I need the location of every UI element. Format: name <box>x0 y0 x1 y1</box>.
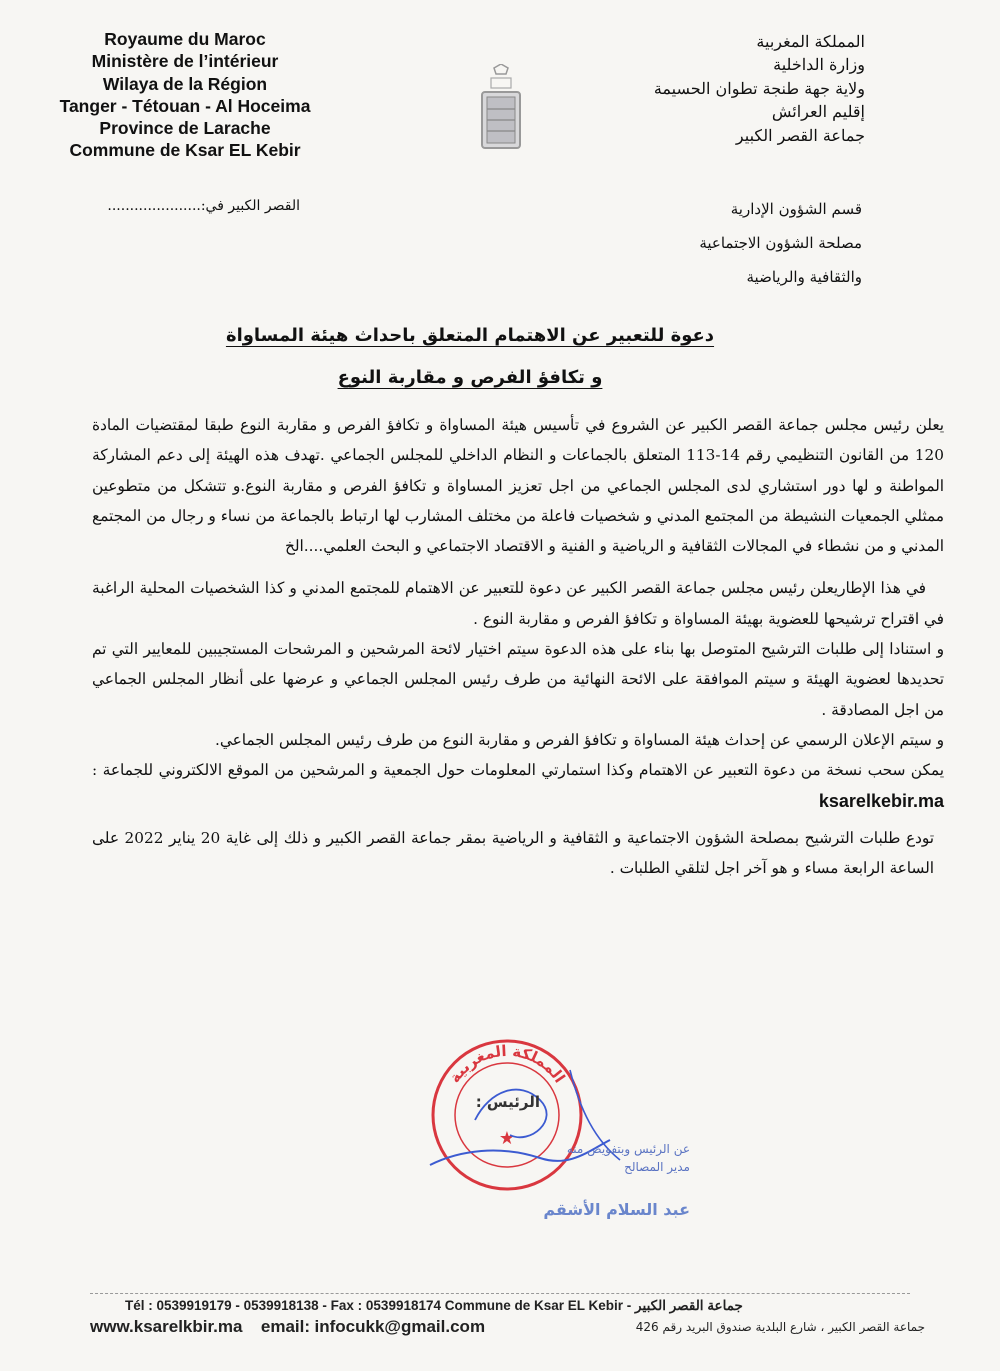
website-link[interactable]: ksarelkebir.ma <box>818 790 944 811</box>
department-line: والثقافية والرياضية <box>746 268 862 286</box>
footer-contact-line: Tél : 0539919179 - 0539918138 - Fax : 0539918174 Commune de Ksar EL Kebir - جماعة القصر الكبير <box>125 1298 743 1313</box>
header-ar-line: جماعة القصر الكبير <box>735 125 865 145</box>
header-ar-line: وزارة الداخلية <box>773 55 865 75</box>
department-block <box>632 192 862 294</box>
title-text: دعوة للتعبير عن الاهتمام المتعلق باحداث هيئة المساواة <box>225 325 715 346</box>
body-text: يمكن سحب نسخة من دعوة التعبير عن الاهتمام وكذا استمارتي المعلومات حول الجمعية و المرشحين من الموقع الالكتروني للجماعة : <box>92 761 944 780</box>
header-fr-line: Tanger - Tétouan - Al Hoceima <box>59 95 311 116</box>
role-text: مدير المصالح <box>624 1160 690 1174</box>
body-paragraph <box>92 755 944 817</box>
header-ar-line: إقليم العرائش <box>771 102 865 122</box>
document-title-line2 <box>160 367 780 388</box>
footer-address: جماعة القصر الكبير ، شارع البلدية صندوق البريد رقم 426 <box>635 1320 925 1334</box>
footer-line2 <box>90 1317 925 1337</box>
footer-divider <box>90 1293 910 1294</box>
header-fr-line: Ministère de l’intérieur <box>91 51 279 72</box>
footer-website[interactable]: www.ksarelkbir.ma <box>90 1317 243 1336</box>
body-paragraph: يعلن رئيس مجلس جماعة القصر الكبير عن الشروع في تأسيس هيئة المساواة و تكافؤ الفرص و مقاربة النوع طبقا لمقتضيات المادة 120 من القانون التنظيمي رقم 14-113 المتعلق بالجماعات و النظام الداخلي للمجلس الجماعي .تهدف هذه الهيئة إلى دعم المشاركة المواطنة و لها دور استشاري لدى المجلس الجماعي من اجل تعزيز المساواة و تكافؤ الفرص و مقاربة النوع.و تتشكل من متطوعين ممثلي الجمعيات النشيطة من المجتمع المدني و شخصيات فاعلة من مختلف المشارب لها ارتباط بالجماعة من نساء و رجال من المجتمع المدني و من نشطاء في المجالات الثقافية و الرياضية و الفنية و الاقتصاد الاجتماعي و البحث العلمي....الخ <box>92 416 944 556</box>
department-line: قسم الشؤون الإدارية <box>730 200 862 218</box>
header-fr-line: Royaume du Maroc <box>104 29 266 49</box>
stamp-text: المملكة المغربية <box>445 1041 569 1087</box>
footer-email-label: email: <box>260 1317 311 1336</box>
on-behalf-text: عن الرئيس وبتفويض منه <box>566 1142 690 1156</box>
footer-email[interactable]: infocukk@gmail.com <box>314 1317 486 1336</box>
department-line: مصلحة الشؤون الاجتماعية <box>699 234 862 252</box>
body-paragraph: في هذا الإطاريعلن رئيس مجلس جماعة القصر الكبير عن دعوة للتعبير عن الاهتمام للمجتمع المدني و كذا الشخصيات المحلية الراغبة في اقتراح ترشيحها للعضوية بهيئة المساواة و تكافؤ الفرص و مقاربة النوع . <box>92 579 944 628</box>
document-body <box>92 410 944 883</box>
header-fr-line: Commune de Ksar EL Kebir <box>69 140 301 161</box>
title-text: و تكافؤ الفرص و مقاربة النوع <box>337 367 603 388</box>
header-fr <box>30 28 340 162</box>
president-label: الرئيس : <box>475 1093 540 1111</box>
header-ar-line: المملكة المغربية <box>756 32 865 51</box>
signatory-name: عبد السلام الأشقم <box>543 1200 690 1219</box>
signature-note <box>560 1140 690 1176</box>
coat-of-arms-icon <box>474 64 528 152</box>
body-paragraph: و استنادا إلى طلبات الترشيح المتوصل بها بناء على هذه الدعوة سيتم اختيار لائحة المرشحين و المرشحات المستجيبين للمعايير التي تم تحديدها لعضوية الهيئة و سيتم الموافقة على الائحة النهائية من طرف رئيس المجلس الجماعي و عرضها على أنظار المجلس الجماعي من اجل المصادقة . <box>92 640 944 719</box>
body-paragraph: تودع طلبات الترشيح بمصلحة الشؤون الاجتماعية و الثقافية و الرياضية بمقر جماعة القصر الكبير و ذلك إلى غاية 20 يناير 2022 على الساعة الرابعة مساء و هو آخر اجل لتلقي الطلبات . <box>92 828 934 878</box>
document-title-line1 <box>160 325 780 346</box>
header-fr-line: Wilaya de la Région <box>102 73 268 94</box>
header-fr-line: Province de Larache <box>99 118 271 139</box>
date-line: القصر الكبير في:..................... <box>107 198 300 214</box>
header-ar-line: ولاية جهة طنجة تطوان الحسيمة <box>653 78 865 98</box>
body-paragraph: و سيتم الإعلان الرسمي عن إحداث هيئة المساواة و تكافؤ الفرص و مقاربة النوع من طرف رئيس المجلس الجماعي. <box>215 730 944 749</box>
header-ar <box>635 30 865 147</box>
svg-text:★: ★ <box>498 1128 516 1149</box>
